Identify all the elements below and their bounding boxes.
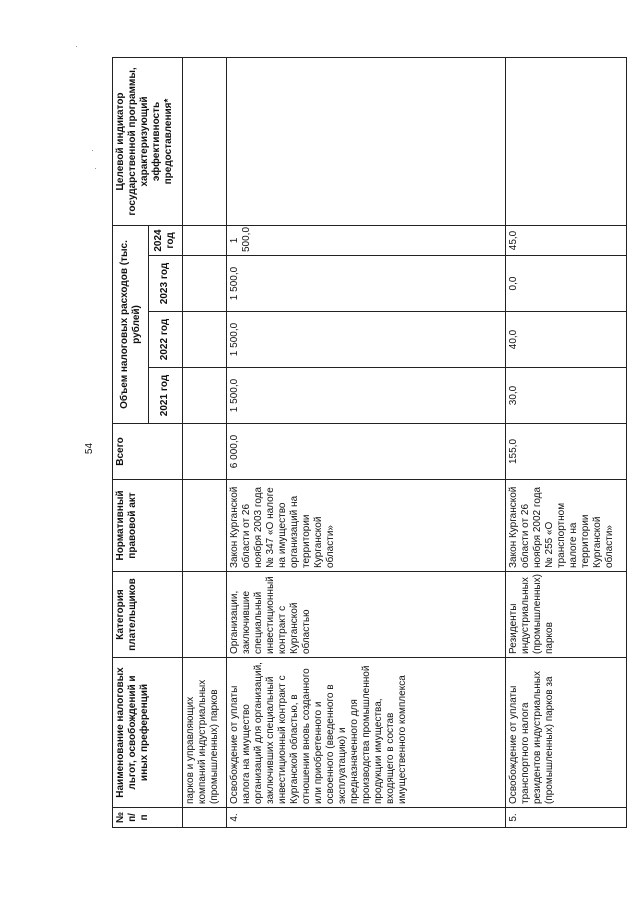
table-row: [226, 57, 505, 827]
cell-total: 155,0: [505, 424, 626, 480]
cell-total: [182, 424, 226, 480]
cell-num: 4.: [226, 808, 505, 828]
header-num: № п/п: [113, 808, 183, 828]
cell-category: Организации, заключившие специальный инвестиционный контракт с Курганской областью: [226, 572, 505, 658]
scan-speck: [95, 168, 96, 169]
page-number: 54: [84, 442, 96, 455]
cell-act: Закон Курганской области от 26 ноября 2003 года № 347 «О налоге на имущество организаций на территории Курганской области»: [226, 480, 505, 572]
cell-name: Освобождение от уплаты транспортного налога резидентов индустриальных (промышленных) парков за: [505, 658, 626, 808]
cell-2024: [182, 225, 226, 255]
cell-2024: 1 500,0: [226, 225, 505, 255]
scan-speck: [76, 46, 77, 47]
header-2022: 2022 год: [149, 312, 183, 368]
cell-2021: 1 500,0: [226, 368, 505, 424]
cell-2022: 40,0: [505, 312, 626, 368]
cell-2021: [182, 368, 226, 424]
cell-name: Освобождение от уплаты налога на имущество организаций для организаций, заключивших специальный инвестиционный контракт с Курганской областью, в отношении вновь созданного или приобретенного и освоенного (введенного в эксплуатацию) и предназначенного для производства промышленной продукции имущества, входящего в состав имущественного комплекса: [226, 658, 505, 808]
header-2024: 2024 год: [149, 225, 183, 255]
cell-category: [182, 572, 226, 658]
header-2023: 2023 год: [149, 256, 183, 312]
cell-num: [182, 808, 226, 828]
table-row: [182, 57, 226, 827]
header-volume: Объем налоговых расходов (тыс. рублей): [113, 225, 149, 423]
cell-indicator: [505, 57, 626, 225]
header-act: Нормативный правовой акт: [113, 480, 183, 572]
cell-2021: 30,0: [505, 368, 626, 424]
header-2021: 2021 год: [149, 368, 183, 424]
cell-total: 6 000,0: [226, 424, 505, 480]
header-name: Наименование налоговых льгот, освобождений и иных преференций: [113, 658, 183, 808]
scan-speck: [92, 150, 93, 151]
cell-2024: 45,0: [505, 225, 626, 255]
table-row: [505, 57, 626, 827]
cell-2023: 0,0: [505, 256, 626, 312]
cell-2022: 1 500,0: [226, 312, 505, 368]
rotated-table-wrapper: [112, 58, 627, 828]
cell-category: Резиденты индустриальных (промышленных) парков: [505, 572, 626, 658]
header-indicator: Целевой индикатор государственной программы, характеризующий эффективность предоставления*: [113, 57, 183, 225]
cell-2023: 1 500,0: [226, 256, 505, 312]
tax-expenditures-table: [112, 57, 627, 828]
cell-act: [182, 480, 226, 572]
cell-indicator: [182, 57, 226, 225]
header-total: Всего: [113, 424, 183, 480]
cell-2022: [182, 312, 226, 368]
cell-name: парков и управляющих компаний индустриальных (промышленных) парков: [182, 658, 226, 808]
header-category: Категория плательщиков: [113, 572, 183, 658]
cell-2023: [182, 256, 226, 312]
cell-indicator: [226, 57, 505, 225]
cell-act: Закон Курганской области от 26 ноября 2002 года № 255 «О транспортном налоге на территории Курганской области»: [505, 480, 626, 572]
cell-num: 5.: [505, 808, 626, 828]
header-row-1: [113, 57, 149, 827]
